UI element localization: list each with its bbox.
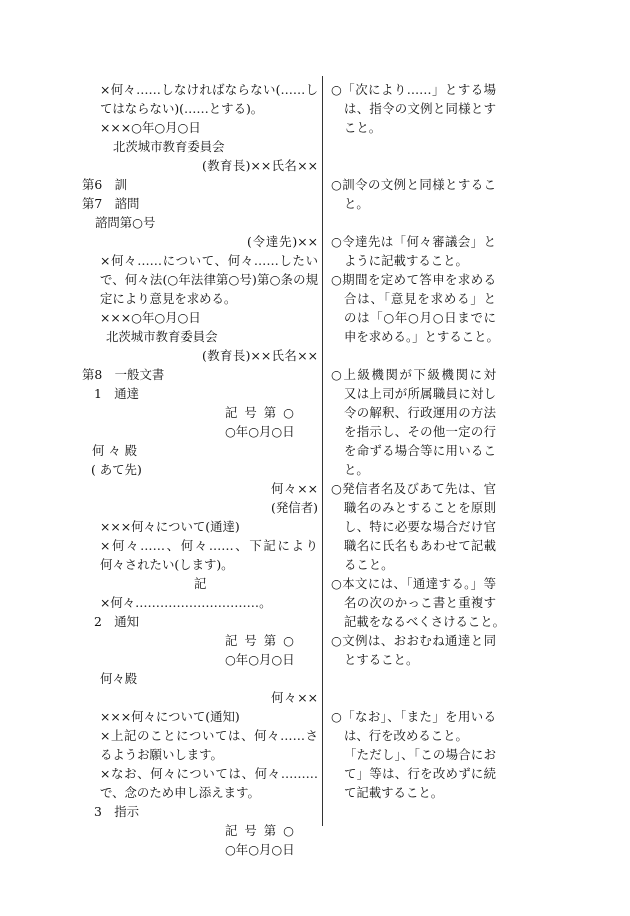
body-text-line: ×××○年○月○日 (100, 310, 201, 325)
note-text-line: て」等は、行を改めずに続 (344, 766, 496, 781)
column-divider (322, 76, 323, 826)
body-text-line: ×何々……しなければならない(……し (100, 82, 318, 97)
note-text-line: ように記載すること。 (344, 253, 468, 268)
body-text-line: ○年○月○日 (225, 842, 295, 857)
note-text-line: 合は、「意見を求める」と (344, 291, 496, 306)
body-text-line: 記 号 第 ○ (225, 405, 294, 420)
body-text-line: ○年○月○日 (225, 652, 295, 667)
note-text-line: ○令達先は「何々審議会」と (331, 234, 496, 249)
body-text-line: ○年○月○日 (225, 424, 295, 439)
body-text-line: 何々されたい(します)。 (100, 557, 234, 572)
body-text-line: で、何々法(○年法律第○号)第○条の規 (100, 272, 318, 287)
note-text-line: 又は上司が所属職員に対し (344, 386, 496, 401)
body-text-line: てはならない)(……とする)。 (100, 101, 264, 116)
note-text-line: 申を求める。」とすること。 (344, 329, 499, 344)
body-text-line: 記 (194, 576, 207, 591)
body-text-line: ×××○年○月○日 (100, 120, 201, 135)
note-text-line: て記載すること。 (344, 785, 444, 800)
body-text-line: ×××何々について(通達) (100, 519, 240, 534)
note-text-line: ○「次により……」とする場 (331, 82, 496, 97)
body-text-line: 2 通知 (94, 614, 140, 629)
note-text-line: と。 (344, 462, 369, 477)
body-text-line: ×なお、何々については、何々……… (100, 766, 318, 781)
body-text-line: (教育長)××氏名×× (202, 348, 318, 363)
body-text-line: 何々×× (271, 481, 318, 496)
note-text-line: とすること。 (344, 652, 419, 667)
note-text-line: 名の次のかっこ書と重複す (344, 595, 496, 610)
body-text-line: 何々殿 (100, 671, 138, 686)
body-text-line: 何 々 殿 (92, 443, 138, 458)
note-text-line: は、行を改めること。 (344, 728, 468, 743)
note-text-line: ○上級機関が下級機関に対 (331, 367, 496, 382)
body-text-line: (教育長)××氏名×× (202, 158, 318, 173)
note-text-line: こと。 (344, 120, 382, 135)
body-text-line: (令達先)×× (247, 234, 318, 249)
note-text-line: 職名に氏名もあわせて記載 (344, 538, 496, 553)
body-text-line: 記 号 第 ○ (225, 823, 294, 838)
note-text-line: ○期間を定めて答申を求める (331, 272, 496, 287)
note-text-line: 記載をなるべくさけること。 (344, 614, 506, 629)
note-text-line: 令の解釈、行政運用の方法 (344, 405, 496, 420)
body-text-line: 第8 一般文書 (82, 367, 165, 382)
body-text-line: ×上記のことについては、何々……さ (100, 728, 318, 743)
note-text-line: 「ただし」、「この場合にお (344, 747, 496, 762)
body-text-line: で、念のため申し添えます。 (100, 785, 260, 800)
note-text-line: ○発信者名及びあて先は、官 (331, 481, 496, 496)
body-text-line: 3 指示 (94, 804, 140, 819)
body-text-line: ×何々……について、何々……したい (100, 253, 318, 268)
note-text-line: し、特に必要な場合だけ官 (344, 519, 496, 534)
body-text-line: ×××何々について(通知) (100, 709, 240, 724)
note-text-line: は、指令の文例と同様とす (344, 101, 496, 116)
body-text-line: 北茨城市教育委員会 (113, 139, 225, 154)
note-text-line: のは「○年○月○日までに (344, 310, 496, 325)
note-text-line: を指示し、その他一定の行 (344, 424, 496, 439)
note-text-line: を命ずる場合等に用いるこ (344, 443, 496, 458)
body-text-line: ×何々…………………………。 (100, 595, 272, 610)
body-text-line: ×何々……、何々……、下記により (100, 538, 318, 553)
note-text-line: と。 (344, 196, 369, 211)
note-text-line: ○文例は、おおむね通達と同 (331, 633, 496, 648)
body-text-line: 第7 諮問 (82, 196, 140, 211)
note-text-line: ること。 (344, 557, 394, 572)
note-text-line: ○本文には、「通達する。」等 (331, 576, 496, 591)
body-text-line: 記 号 第 ○ (225, 633, 294, 648)
note-text-line: ○「なお」、「また」を用いる (331, 709, 496, 724)
note-text-line: ○訓令の文例と同様とするこ (331, 177, 496, 192)
body-text-line: (発信者) (271, 500, 318, 515)
body-text-line: るようお願いします。 (100, 747, 223, 762)
body-text-line: 諮問第○号 (95, 215, 156, 230)
body-text-line: 何々×× (271, 690, 318, 705)
body-text-line: 第6 訓 (82, 177, 128, 192)
body-text-line: ( あて先) (91, 462, 142, 477)
body-text-line: 1 通達 (94, 386, 140, 401)
note-text-line: 職名のみとすることを原則 (344, 500, 496, 515)
body-text-line: 定により意見を求める。 (100, 291, 237, 306)
body-text-line: 北茨城市教育委員会 (106, 329, 218, 344)
